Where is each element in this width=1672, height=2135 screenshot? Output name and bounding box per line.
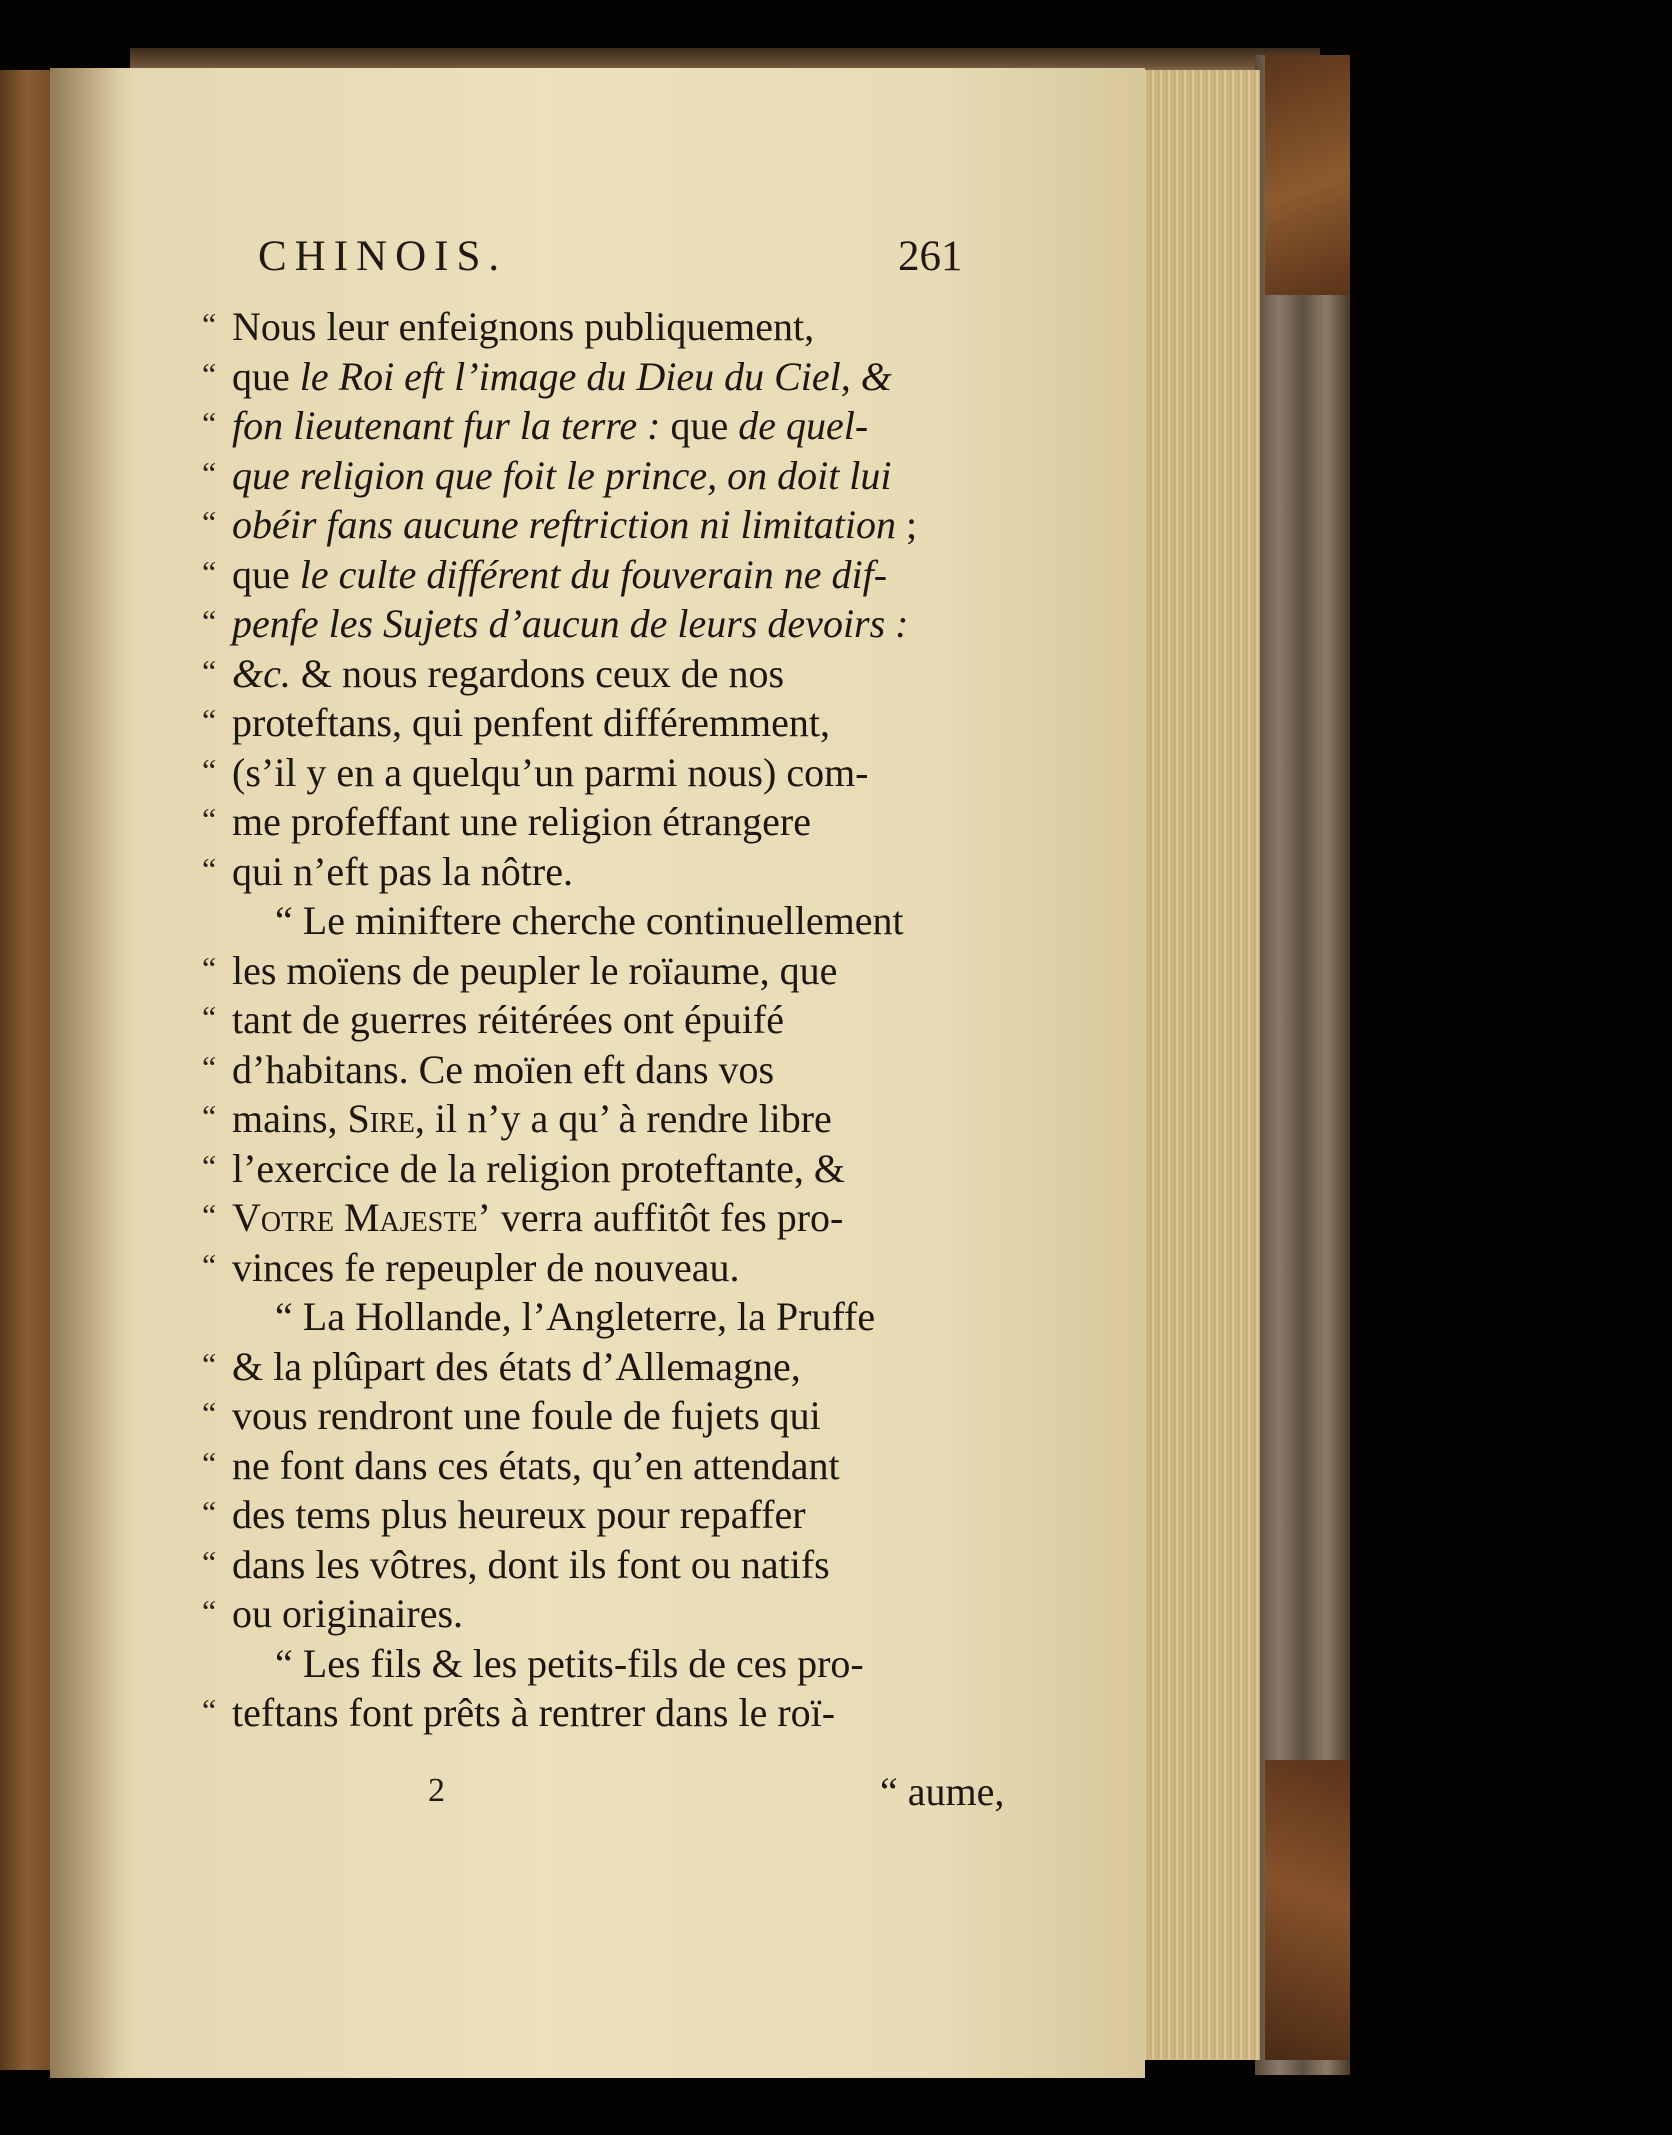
line-text	[232, 550, 992, 600]
marginal-quote-mark: “	[202, 801, 217, 837]
page-number: 261	[898, 233, 963, 280]
marginal-quote-mark: “	[202, 950, 217, 986]
text-line	[0, 1342, 1672, 1392]
marginal-quote-mark: “	[202, 1346, 217, 1382]
line-text: des tems plus heureux pour repaffer	[232, 1492, 806, 1537]
text-line	[0, 1243, 1672, 1293]
marginal-quote-mark: “	[202, 1247, 217, 1283]
marginal-quote-mark: “	[202, 851, 217, 887]
marginal-quote-mark: “	[202, 653, 217, 689]
text-line	[0, 302, 1672, 352]
signature-mark: 2	[428, 1772, 445, 1809]
line-text: me profeffant une religion étrangere	[232, 799, 811, 844]
line-text: d’habitans. Ce moïen eft dans vos	[232, 1047, 775, 1092]
line-text: & la plûpart des états d’Allemagne,	[232, 1344, 801, 1389]
marginal-quote-mark: “	[202, 1395, 217, 1431]
text-line	[0, 995, 1672, 1045]
line-text: “ La Hollande, l’Angleterre, la Pruffe	[275, 1294, 876, 1339]
italic-text: &c.	[232, 651, 291, 696]
marginal-quote-mark: “	[202, 702, 217, 738]
line-text: qui n’eft pas la nôtre.	[232, 849, 573, 894]
text-line	[0, 1688, 1672, 1738]
text-line	[0, 1045, 1672, 1095]
text-line	[0, 500, 1672, 550]
text-line	[0, 451, 1672, 501]
page-header	[0, 232, 1672, 282]
text-line	[0, 401, 1672, 451]
marginal-quote-mark: “	[202, 999, 217, 1035]
roman-text: ;	[896, 502, 918, 547]
italic-text: obéir fans aucune reftriction ni limitation	[232, 502, 897, 547]
marginal-quote-mark: “	[202, 603, 217, 639]
line-text: teftans font prêts à rentrer dans le roï-	[232, 1690, 836, 1735]
marginal-quote-mark: “	[202, 455, 217, 491]
text-line	[0, 1441, 1672, 1491]
roman-text: & nous regardons ceux de nos	[290, 651, 785, 696]
text-line	[0, 847, 1672, 897]
text-line	[0, 896, 1672, 946]
small-caps-text: Votre Majeste’	[232, 1195, 491, 1240]
text-line	[0, 1490, 1672, 1540]
italic-text: que religion que foit le prince, on doit lui	[232, 453, 892, 498]
line-text: vous rendront une foule de fujets qui	[232, 1393, 821, 1438]
marginal-quote-mark: “	[202, 405, 217, 441]
roman-text: que	[232, 552, 300, 597]
marginal-quote-mark: “	[202, 1049, 217, 1085]
marginal-quote-mark: “	[202, 1445, 217, 1481]
line-text: Nous leur enfeignons publiquement,	[232, 304, 815, 349]
line-text: ne font dans ces états, qu’en attendant	[232, 1443, 840, 1488]
line-text: “ Le miniftere cherche continuellement	[275, 898, 904, 943]
text-line	[0, 1391, 1672, 1441]
text-line	[0, 698, 1672, 748]
line-text: vinces fe repeupler de nouveau.	[232, 1245, 740, 1290]
marginal-quote-mark: “	[202, 1197, 217, 1233]
line-text: proteftans, qui penfent différemment,	[232, 700, 830, 745]
running-title: CHINOIS.	[258, 233, 508, 280]
marginal-quote-mark: “	[202, 504, 217, 540]
text-line	[0, 1292, 1672, 1342]
italic-text: le culte différent du fouverain ne dif-	[299, 552, 888, 597]
line-text: dans les vôtres, dont ils font ou natifs	[232, 1542, 830, 1587]
text-line	[0, 1540, 1672, 1590]
italic-text: de quel-	[738, 403, 869, 448]
catchword: “ aume,	[880, 1769, 1005, 1814]
marginal-quote-mark: “	[202, 306, 217, 342]
line-text: ou originaires.	[232, 1591, 464, 1636]
text-line	[0, 649, 1672, 699]
line-text: “ Les fils & les petits-fils de ces pro-	[275, 1641, 864, 1686]
line-text: les moïens de peupler le roïaume, que	[232, 948, 838, 993]
text-line	[0, 550, 1672, 600]
line-text	[232, 1193, 992, 1243]
marginal-quote-mark: “	[202, 356, 217, 392]
roman-text: que	[670, 403, 739, 448]
line-text	[232, 451, 992, 501]
line-text	[232, 1094, 992, 1144]
marginal-quote-mark: “	[202, 1494, 217, 1530]
roman-text: verra auffitôt fes pro-	[490, 1195, 844, 1240]
text-line	[0, 599, 1672, 649]
line-text	[232, 599, 992, 649]
roman-text: mains,	[232, 1096, 348, 1141]
roman-text: que	[232, 354, 300, 399]
text-line	[0, 1193, 1672, 1243]
text-line	[0, 1094, 1672, 1144]
line-text	[232, 352, 992, 402]
text-line	[0, 946, 1672, 996]
text-line	[0, 352, 1672, 402]
line-text: l’exercice de la religion proteftante, &	[232, 1146, 846, 1191]
marginal-quote-mark: “	[202, 752, 217, 788]
line-text: tant de guerres réitérées ont épuifé	[232, 997, 784, 1042]
text-line	[0, 748, 1672, 798]
line-text	[232, 401, 992, 451]
text-line	[0, 1144, 1672, 1194]
marginal-quote-mark: “	[202, 1692, 217, 1728]
marginal-quote-mark: “	[202, 1593, 217, 1629]
roman-text: , il n’y a qu’ à rendre libre	[414, 1096, 832, 1141]
text-line	[0, 1639, 1672, 1689]
marginal-quote-mark: “	[202, 1148, 217, 1184]
italic-text: fon lieutenant fur la terre :	[232, 403, 671, 448]
page-footer	[0, 1768, 1672, 1818]
italic-text: le Roi eft l’image du Dieu du Ciel, &	[299, 354, 892, 399]
text-line	[0, 1589, 1672, 1639]
text-line	[0, 797, 1672, 847]
small-caps-text: Sire	[347, 1096, 415, 1141]
italic-text: penfe les Sujets d’aucun de leurs devoirs :	[232, 601, 909, 646]
line-text: (s’il y en a quelqu’un parmi nous) com-	[232, 750, 869, 795]
marginal-quote-mark: “	[202, 1544, 217, 1580]
marginal-quote-mark: “	[202, 1098, 217, 1134]
marginal-quote-mark: “	[202, 554, 217, 590]
line-text	[232, 649, 992, 699]
line-text	[232, 500, 992, 550]
